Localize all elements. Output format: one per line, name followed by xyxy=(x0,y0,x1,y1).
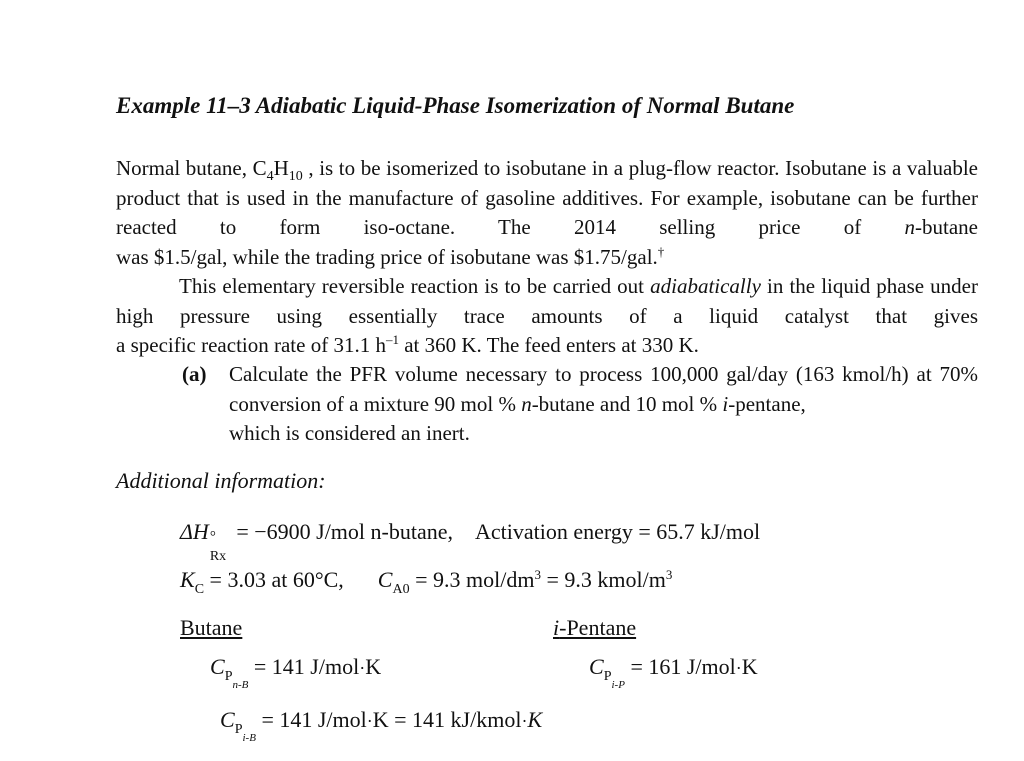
intro-text-3: , is to be isomerized to isobutane in a plug-flow reactor. Isobutane is a valuable product that is used in the manufacture of gasoline additives. For example, isobutane can be further reacted to form iso-octane. The 2014 selling price of xyxy=(116,156,978,239)
pentane-heading xyxy=(553,615,636,640)
intro-text-1: Normal butane, C xyxy=(116,156,267,180)
para2-text-2: in the liquid phase under high pressure using essentially trace amounts of a liquid catalyst that gives xyxy=(116,274,978,328)
cp-ip-rest: = 161 J/mol xyxy=(624,654,736,679)
part-a-text xyxy=(229,360,978,449)
eq2-csub: A0 xyxy=(392,582,410,597)
reaction-paragraph xyxy=(116,272,978,361)
eq2-k: K xyxy=(180,567,195,592)
intro-sub-10: 10 xyxy=(288,169,303,184)
cp-nb-rest: = 141 J/mol xyxy=(248,654,360,679)
pentane-i: i xyxy=(553,615,560,640)
intro-last-line xyxy=(116,243,978,273)
eq1-sup: ° xyxy=(209,529,216,545)
equation-kc-ca0 xyxy=(180,567,673,597)
intro-dagger: † xyxy=(657,243,665,259)
cp-nb-dot: · xyxy=(359,658,366,678)
cp-ip-sub: i-P xyxy=(611,679,625,691)
para2-adiabatically: adiabatically xyxy=(650,274,761,298)
cp-ip-p: P xyxy=(603,669,612,684)
cp-ib-p: P xyxy=(234,722,243,737)
cp-ip-dot: · xyxy=(735,658,742,678)
cp-ib-unit: K = 141 kJ/kmol xyxy=(372,707,522,732)
example-title: Example 11–3 Adiabatic Liquid-Phase Isomerization of Normal Butane xyxy=(116,93,795,118)
cp-nb-c: C xyxy=(210,654,225,679)
eq2-c: C xyxy=(377,567,393,592)
eq1-delta-h: ΔH xyxy=(180,519,209,544)
cp-ip-c: C xyxy=(589,654,604,679)
intro-sub-4: 4 xyxy=(266,169,274,184)
para2-last-line xyxy=(116,331,978,361)
additional-info-heading: Additional information: xyxy=(116,468,326,493)
eq2-krest: = 3.03 at 60°C, xyxy=(204,567,344,592)
cp-nb-sub: n-B xyxy=(232,679,249,691)
cp-i-pentane xyxy=(589,654,758,691)
cp-i-butane xyxy=(220,707,543,744)
cp-ib-c: C xyxy=(220,707,235,732)
eq1-delta xyxy=(180,519,231,564)
intro-text-4: -butane xyxy=(915,215,978,239)
cp-ib-dot: · xyxy=(366,711,373,731)
part-a-text-1: Calculate the PFR volume necessary to process 100,000 gal/day (163 kmol/h) at 70% conversion of a mixture 90 mol % xyxy=(229,362,978,416)
cp-nb-p: P xyxy=(224,669,233,684)
para2-sup: –1 xyxy=(385,332,399,347)
part-a-label: (a) xyxy=(182,362,207,386)
part-a-text-3: -pentane, xyxy=(728,391,806,416)
cp-ip-unit: K xyxy=(741,654,758,679)
eq1-activation: Activation energy = 65.7 kJ/mol xyxy=(475,519,761,544)
intro-paragraph xyxy=(116,154,978,272)
para2-text-4: at 360 K. The feed enters at 330 K. xyxy=(398,333,699,357)
eq2-cup: 3 xyxy=(534,567,541,582)
cp-nb-unit: K xyxy=(365,654,382,679)
para2-text-1: This elementary reversible reaction is to be carried out xyxy=(179,274,651,298)
cp-ib-sub: i-B xyxy=(242,732,256,744)
part-a-text-4: which is considered an inert. xyxy=(229,421,470,445)
part-a-i: i xyxy=(722,391,729,416)
eq1-sub: Rx xyxy=(209,549,227,564)
part-a xyxy=(182,360,978,449)
intro-text-5: was $1.5/gal, while the trading price of isobutane was $1.75/gal. xyxy=(116,244,658,269)
cp-n-butane xyxy=(210,654,382,691)
para2-text-3: a specific reaction rate of 31.1 h xyxy=(116,333,386,357)
header-pentane xyxy=(553,615,636,641)
butane-heading: Butane xyxy=(180,615,243,640)
intro-text-2: H xyxy=(273,156,289,180)
equation-heat-of-reaction xyxy=(180,519,761,564)
eq2-cup2: 3 xyxy=(665,567,673,582)
cp-ib-rest: = 141 J/mol xyxy=(255,707,367,732)
part-a-text-2: -butane and 10 mol % xyxy=(531,391,723,416)
eq2-crest: = 9.3 mol/dm xyxy=(409,567,535,592)
intro-n: n xyxy=(904,215,916,239)
cp-ib-unit2: K xyxy=(527,707,543,732)
pentane-label: -Pentane xyxy=(559,615,637,640)
part-a-n: n xyxy=(521,391,532,416)
eq2-ksub: C xyxy=(194,582,205,597)
header-butane xyxy=(180,615,242,641)
cp-ib-dot2: · xyxy=(521,711,528,731)
eq1-rest: = −6900 J/mol n-butane, xyxy=(230,519,453,544)
eq2-crest2: = 9.3 kmol/m xyxy=(540,567,666,592)
